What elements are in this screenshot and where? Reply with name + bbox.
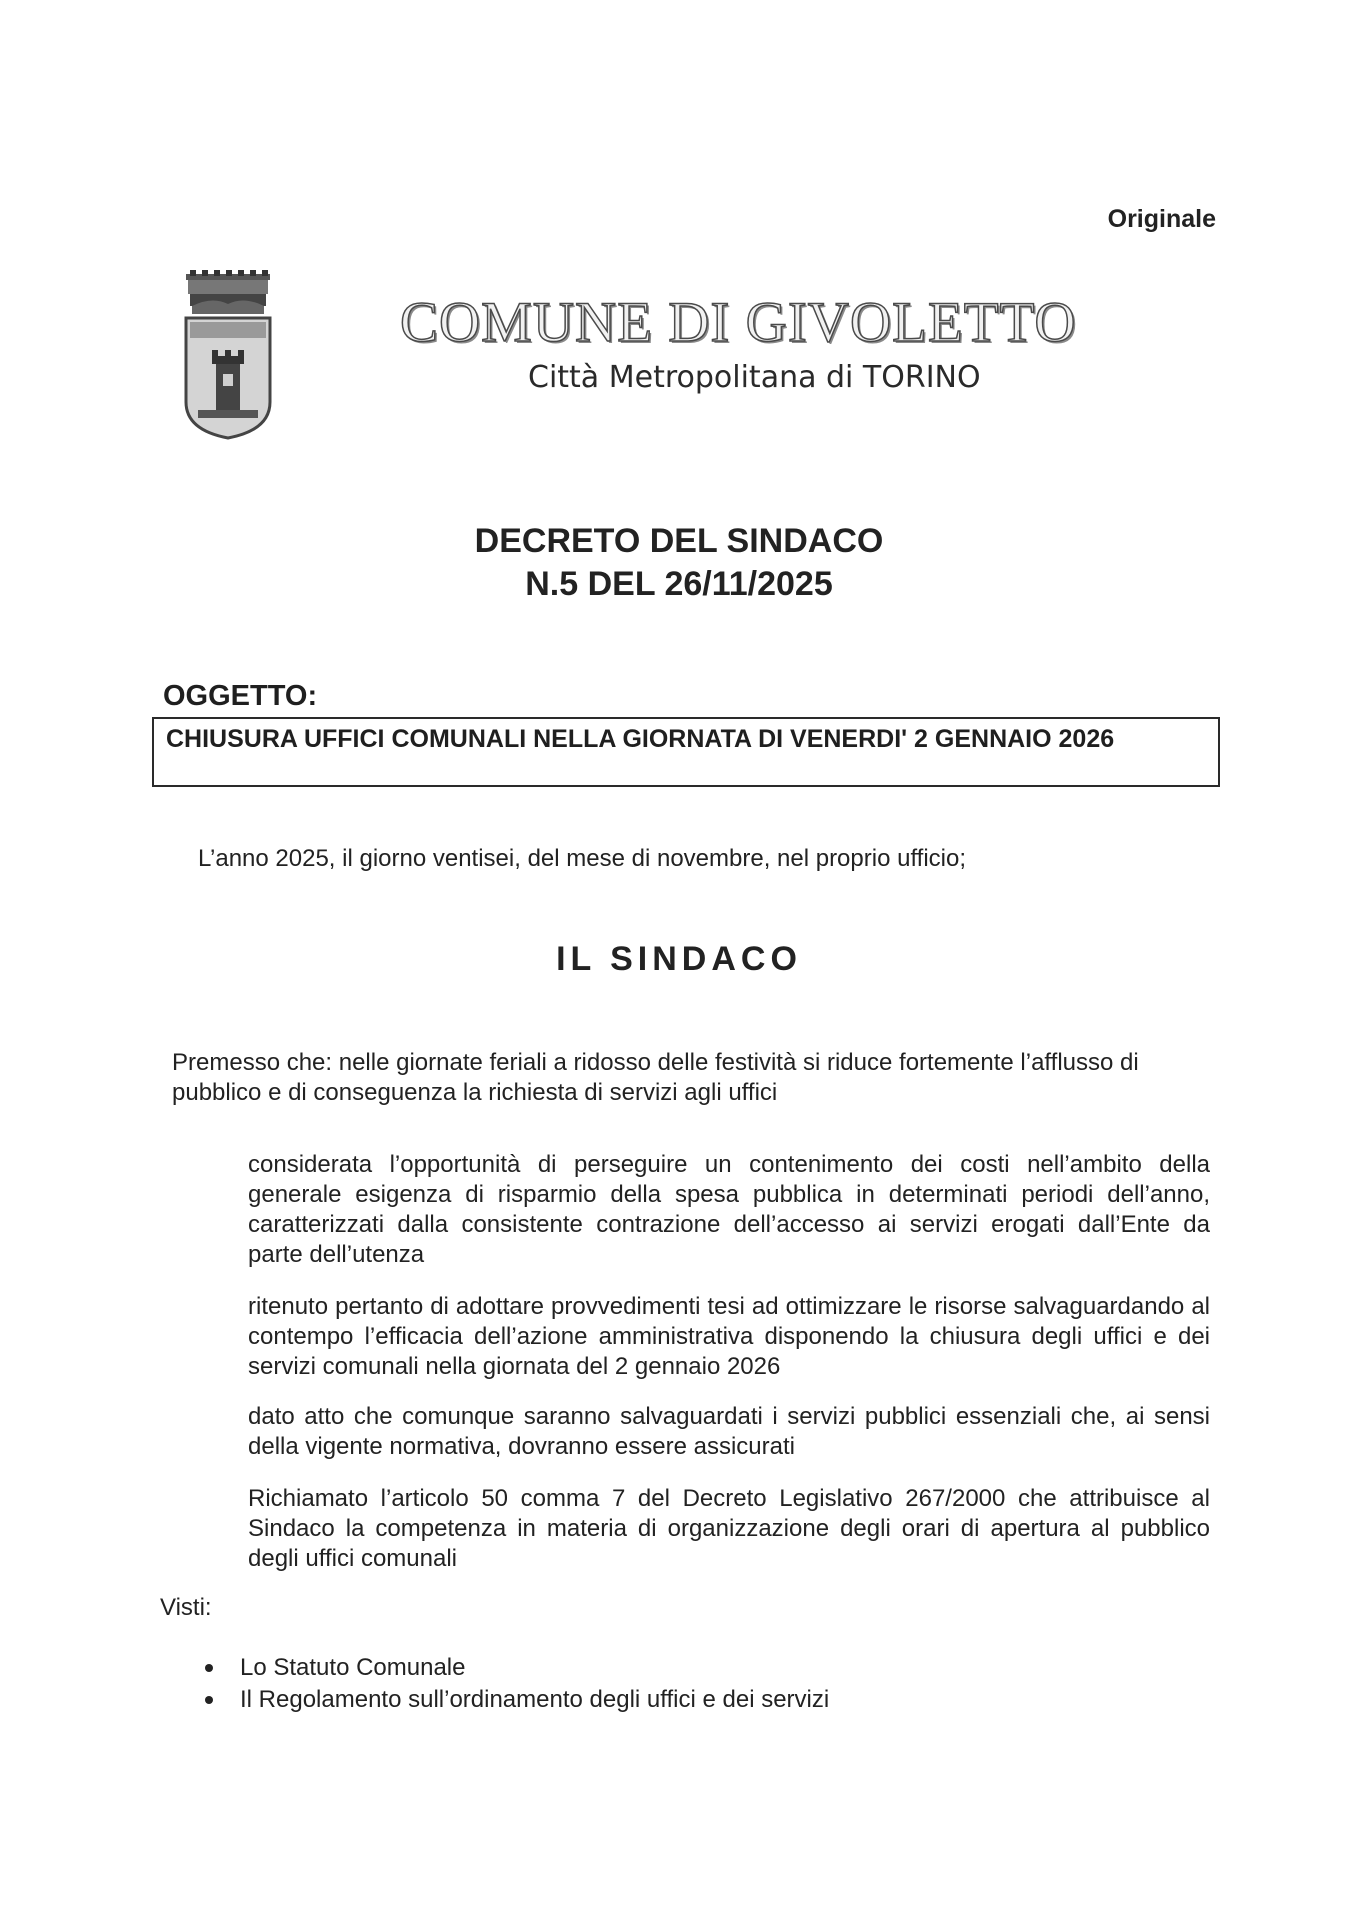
visti-item-label: Il Regolamento sull’ordinamento degli uffici e dei servizi (240, 1686, 830, 1713)
oggetto-label: OGGETTO: (163, 680, 318, 712)
coat-of-arms-icon (182, 270, 274, 440)
paragraph-considerata: considerata l’opportunità di perseguire un contenimento dei costi nell’ambito della generale esigenza di risparmio della spesa pubblica in determinati periodi dell’anno, caratterizzati dalla consistente contrazione dell’accesso ai servizi erogati dall’Ente da parte dell’utenza (248, 1151, 1210, 1268)
comune-subtitle: Città Metropolitana di TORINO (528, 360, 981, 395)
sindaco-heading: IL SINDACO (556, 940, 802, 978)
decree-title (0, 520, 1358, 606)
oggetto-text: CHIUSURA UFFICI COMUNALI NELLA GIORNATA DI VENERDI' 2 GENNAIO 2026 (166, 725, 1115, 753)
premesso-paragraph: Premesso che: nelle giornate feriali a ridosso delle festività si riduce fortemente l’afflusso di pubblico e di conseguenza la richiesta di servizi agli uffici (172, 1049, 1139, 1106)
comune-name: COMUNE DI GIVOLETTO (400, 291, 1077, 354)
oggetto-box (152, 717, 1220, 787)
paragraph-dato-atto: dato atto che comunque saranno salvaguardati i servizi pubblici essenziali che, ai sensi della vigente normativa, dovranno essere assicurati (248, 1403, 1210, 1460)
list-item (205, 1684, 829, 1716)
visti-list (205, 1652, 829, 1716)
intro-text: L’anno 2025, il giorno ventisei, del mese di novembre, nel proprio ufficio; (198, 845, 967, 872)
list-item (205, 1652, 829, 1684)
visti-label: Visti: (160, 1594, 212, 1621)
paragraph-richiamato: Richiamato l’articolo 50 comma 7 del Decreto Legislativo 267/2000 che attribuisce al Sindaco la competenza in materia di organizzazione degli orari di apertura al pubblico degli uffici comunali (248, 1485, 1210, 1572)
decree-title-line2: N.5 DEL 26/11/2025 (525, 565, 833, 603)
original-label: Originale (1107, 205, 1216, 233)
decree-title-line1: DECRETO DEL SINDACO (474, 522, 884, 560)
paragraph-ritenuto: ritenuto pertanto di adottare provvedimenti tesi ad ottimizzare le risorse salvaguardando al contempo l’efficacia dell’azione amministrativa disponendo la chiusura degli uffici e dei servizi comunali nella giornata del 2 gennaio 2026 (248, 1293, 1210, 1380)
visti-item-label: Lo Statuto Comunale (240, 1654, 466, 1681)
bullet-icon (205, 1696, 213, 1704)
bullet-icon (205, 1664, 213, 1672)
